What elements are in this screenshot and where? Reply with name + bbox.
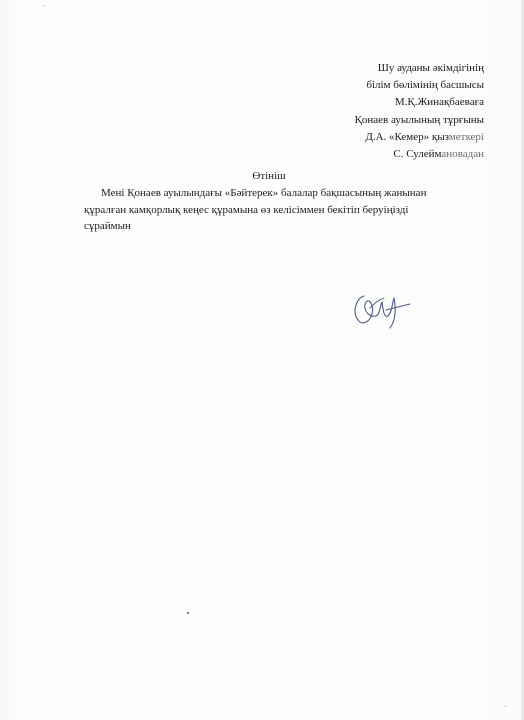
- scan-speck: [43, 5, 44, 6]
- addressee-line-6-faded: ановадан: [441, 148, 484, 161]
- handwritten-signature: [350, 286, 414, 332]
- body-line-2: құралған камқорлық кеңес құрамына өз келісіммен бекітіп беруіңізді: [84, 203, 409, 216]
- addressee-line-6-main: С. Сулейм: [393, 148, 442, 161]
- addressee-block: [355, 60, 484, 163]
- scan-dot: [187, 612, 189, 614]
- body-line-3: сұраймын: [84, 220, 131, 232]
- document-body: [84, 185, 484, 235]
- document-title: Өтініш: [252, 170, 286, 182]
- addressee-line-5: [355, 129, 484, 146]
- addressee-line-6: [355, 146, 484, 163]
- addressee-line-4: Қонаев ауылының тұрғыны: [354, 113, 484, 126]
- addressee-line-3: М.Қ.Жинақбаевағa: [394, 96, 484, 109]
- addressee-line-2: білім бөлімінің басшысы: [366, 79, 484, 92]
- body-line-1: Мені Қонаев ауылындағы «Бәйтерек» балалар бақшасының жанынан: [101, 187, 427, 199]
- signature-stroke-tail: [386, 304, 410, 310]
- addressee-line-5-faded: меткері: [448, 130, 484, 143]
- addressee-line-1: Шу ауданы әкімдігінің: [377, 62, 484, 74]
- scan-speck: [505, 706, 506, 707]
- signature-stroke-main: [355, 296, 395, 328]
- addressee-line-5-main: Д.А. «Кемер» қыз: [365, 130, 449, 143]
